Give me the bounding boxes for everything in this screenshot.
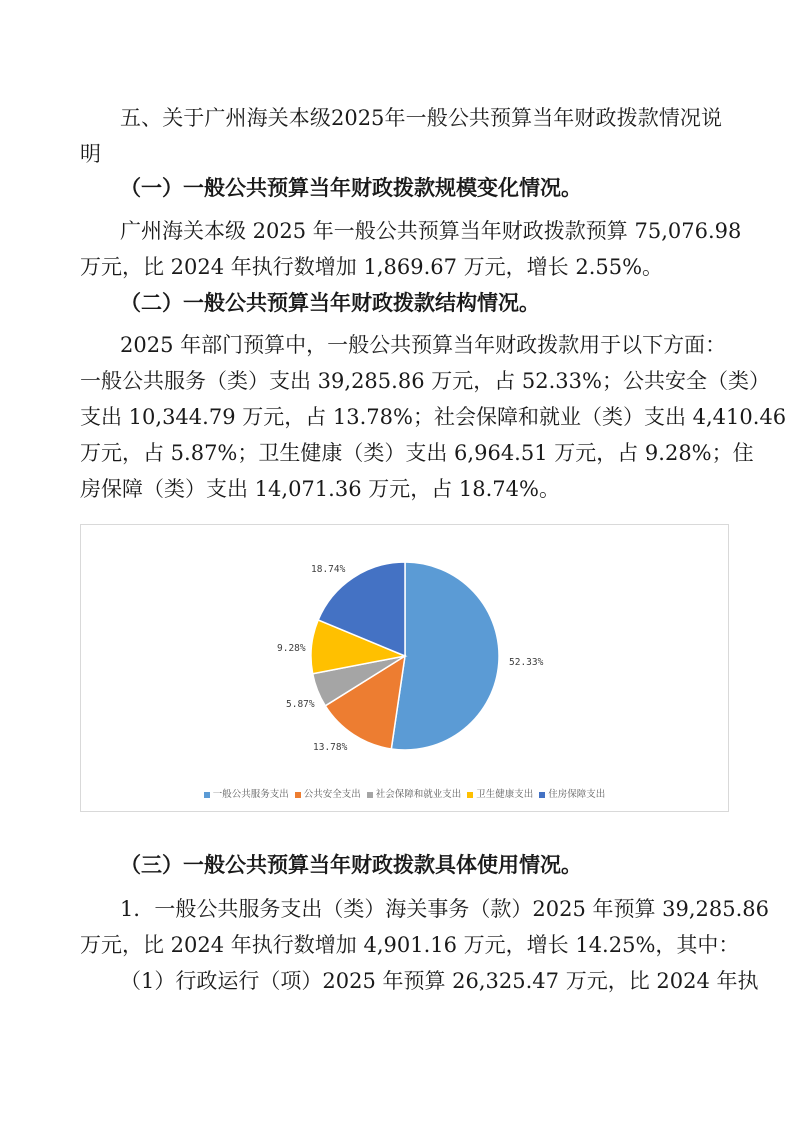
section-heading-line2: 明 (80, 142, 101, 166)
subsection-2-para-line1: 2025 年部门预算中，一般公共预算当年财政拨款用于以下方面： (120, 333, 727, 357)
subsection-2-para-line4: 万元，占 5.87%；卫生健康（类）支出 6,964.51 万元，占 9.28%；住 (80, 441, 754, 465)
legend-swatch-icon (204, 792, 210, 798)
legend-label: 公共安全支出 (303, 789, 361, 800)
chart-legend (0, 786, 800, 800)
legend-swatch-icon (539, 792, 545, 798)
pie-slice (391, 562, 499, 750)
legend-label: 住房保障支出 (548, 789, 606, 800)
pie-chart (81, 525, 730, 813)
pie-slice-label: 52.33% (509, 657, 544, 668)
subsection-2-para-line2: 一般公共服务（类）支出 39,285.86 万元，占 52.33%；公共安全（类） (80, 369, 770, 393)
pie-chart-frame (80, 524, 729, 812)
legend-item (204, 786, 289, 800)
legend-item (295, 786, 361, 800)
legend-item (367, 786, 462, 800)
legend-label: 卫生健康支出 (476, 789, 534, 800)
legend-swatch-icon (295, 792, 301, 798)
pie-slice-label: 5.87% (286, 699, 315, 710)
section-heading-line1: 五、关于广州海关本级2025年一般公共预算当年财政拨款情况说 (120, 106, 722, 130)
legend-label: 社会保障和就业支出 (375, 789, 462, 800)
subsection-1-para-line1: 广州海关本级 2025 年一般公共预算当年财政拨款预算 75,076.98 (120, 219, 742, 243)
subsection-1-title: （一）一般公共预算当年财政拨款规模变化情况。 (120, 176, 582, 200)
legend-label: 一般公共服务支出 (212, 789, 289, 800)
pie-slice-label: 9.28% (277, 643, 306, 654)
legend-item (539, 786, 605, 800)
subsection-2-title: （二）一般公共预算当年财政拨款结构情况。 (120, 291, 540, 315)
legend-swatch-icon (367, 792, 373, 798)
pie-slice-label: 18.74% (311, 564, 346, 575)
subsection-3-para1-line2: 万元，比 2024 年执行数增加 4,901.16 万元，增长 14.25%，其中： (80, 933, 740, 957)
subsection-3-para1-line1: 1．一般公共服务支出（类）海关事务（款）2025 年预算 39,285.86 (120, 897, 770, 921)
legend-swatch-icon (467, 792, 473, 798)
subsection-3-title: （三）一般公共预算当年财政拨款具体使用情况。 (120, 853, 582, 877)
pie-slice-label: 13.78% (313, 742, 348, 753)
subsection-1-para-line2: 万元，比 2024 年执行数增加 1,869.67 万元，增长 2.55%。 (80, 255, 664, 279)
subsection-2-para-line5: 房保障（类）支出 14,071.36 万元，占 18.74%。 (80, 477, 560, 501)
legend-item (467, 786, 533, 800)
subsection-3-para2-line1: （1）行政运行（项）2025 年预算 26,325.47 万元，比 2024 年执 (120, 969, 759, 993)
subsection-2-para-line3: 支出 10,344.79 万元，占 13.78%；社会保障和就业（类）支出 4,410.46 (80, 405, 787, 429)
